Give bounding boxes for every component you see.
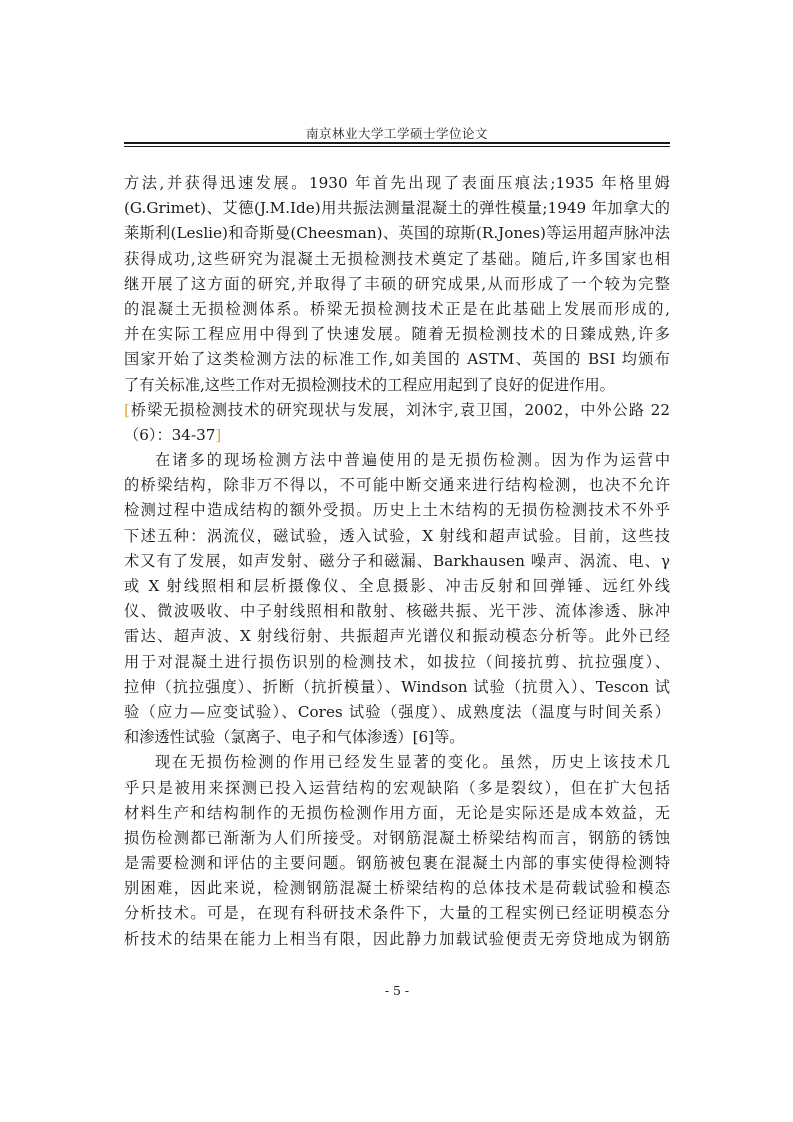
citation-close-bracket: ] (215, 425, 222, 444)
text-line: 材料生产和结构制作的无损伤检测作用方面，无论是实际还是成本效益，无 (124, 803, 670, 822)
text-line: 下述五种：涡流仪，磁试验，透入试验，X 射线和超声试验。目前，这些技 (124, 526, 670, 545)
citation-text-2: （6）：34-37 (124, 425, 216, 444)
text-line: 用于对混凝土进行损伤识别的检测技术，如拔拉（间接抗剪、抗拉强度）、 (124, 652, 670, 671)
paragraph-3 (124, 750, 670, 952)
citation-open-bracket: [ (124, 400, 130, 419)
text-line: 是需要检测和评估的主要问题。钢筋被包裹在混凝土内部的事实使得检测特 (124, 854, 670, 873)
citation-line-2 (124, 423, 670, 448)
text-line: 并在实际工程应用中得到了快速发展。随着无损检测技术的日臻成熟,许多 (124, 325, 670, 344)
text-line: 国家开始了这类检测方法的标准工作,如美国的 ASTM、英国的 BSI 均颁布 (124, 350, 670, 369)
text-line: 拉伸（抗拉强度）、折断（抗折模量）、Windson 试验（抗贯入）、Tescon 试 (124, 677, 670, 696)
text-line: 获得成功,这些研究为混凝土无损检测技术奠定了基础。随后,许多国家也相 (124, 249, 670, 268)
citation-line-1 (124, 398, 670, 423)
header-rule-thin (124, 146, 670, 147)
citation-block (124, 398, 670, 448)
text-line: 的混凝土无损检测体系。桥梁无损检测技术正是在此基础上发展而形成的, (124, 299, 670, 318)
running-header: 南京林业大学工学硕士学位论文 (305, 126, 488, 141)
text-line: 分析技术。可是，在现有科研技术条件下，大量的工程实例已经证明模态分 (124, 904, 670, 923)
page-body (124, 171, 670, 952)
text-line: 继开展了这方面的研究,并取得了丰硕的研究成果,从而形成了一个较为完整 (124, 274, 670, 293)
paragraph-1 (124, 171, 670, 398)
text-line: 别困难，因此来说，检测钢筋混凝土桥梁结构的总体技术是荷载试验和模态 (124, 879, 670, 898)
text-line: 验（应力—应变试验）、Cores 试验（强度）、成熟度法（温度与时间关系） (124, 702, 670, 721)
text-line: 析技术的结果在能力上相当有限，因此静力加载试验便责无旁贷地成为钢筋 (124, 929, 670, 948)
text-line: 雷达、超声波、X 射线衍射、共振超声光谱仪和振动模态分析等。此外已经 (124, 627, 670, 646)
header-rule-thick (124, 142, 670, 144)
text-line: 和渗透性试验（氯离子、电子和气体渗透）[6]等。 (124, 728, 465, 747)
citation-text-1: 桥梁无损检测技术的研究现状与发展，刘沐宇,袁卫国，2002，中外公路 22 (129, 400, 670, 419)
text-line: 现在无损伤检测的作用已经发生显著的变化。虽然，历史上该技术几 (155, 753, 670, 772)
text-line: 的桥梁结构，除非万不得以，不可能中断交通来进行结构检测，也决不允许 (124, 476, 670, 495)
text-line: 乎只是被用来探测已投入运营结构的宏观缺陷（多是裂纹），但在扩大包括 (124, 778, 670, 797)
page-number: - 5 - (384, 983, 410, 998)
text-line: 损伤检测都已渐渐为人们所接受。对钢筋混凝土桥梁结构而言，钢筋的锈蚀 (124, 828, 670, 847)
text-line: 检测过程中造成结构的额外受损。历史上土木结构的无损伤检测技术不外乎 (124, 501, 670, 520)
text-line: 莱斯利(Leslie)和奇斯曼(Cheesman)、英国的琼斯(R.Jones)等运用超声脉冲法 (124, 224, 670, 243)
text-line: 或 X 射线照相和层析摄像仪、全息摄影、冲击反射和回弹锤、远红外线 (124, 577, 670, 595)
paragraph-2 (124, 448, 670, 750)
text-line: 仪、微波吸收、中子射线照相和散射、核磁共振、光干涉、流体渗透、脉冲 (124, 602, 670, 621)
text-line: 在诸多的现场检测方法中普遍使用的是无损伤检测。因为作为运营中 (155, 451, 670, 470)
text-line: 方法,并获得迅速发展。1930 年首先出现了表面压痕法;1935 年格里姆 (124, 174, 670, 192)
text-line: (G.Grimet)、艾德(J.M.Ide)用共振法测量混凝土的弹性模量;1949 年加拿大的 (124, 199, 670, 218)
text-line: 了有关标准,这些工作对无损检测技术的工程应用起到了良好的促进作用。 (124, 375, 615, 394)
text-line: 术又有了发展，如声发射、磁分子和磁漏、Barkhausen 噪声、涡流、电、γ (124, 551, 670, 570)
